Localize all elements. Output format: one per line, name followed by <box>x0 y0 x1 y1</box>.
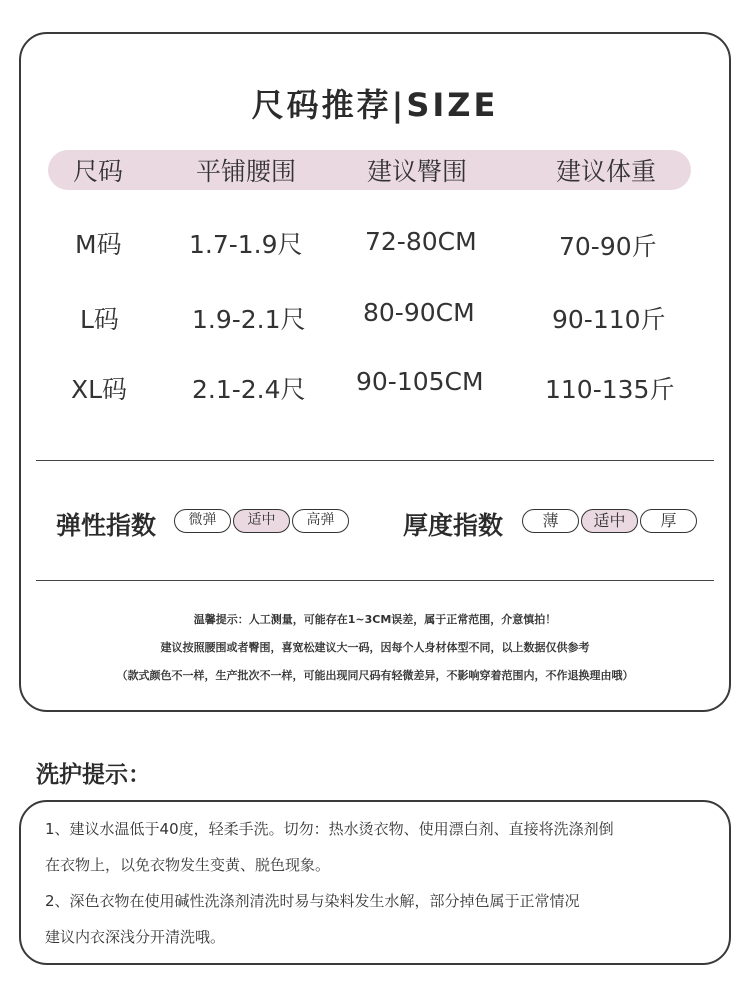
header-size: 尺码 <box>73 157 124 186</box>
care-line: 在衣物上，以免衣物发生变黄、脱色现象。 <box>45 856 331 874</box>
table-cell: 72-80CM <box>365 227 477 256</box>
table-cell: 110-135斤 <box>545 375 675 404</box>
thickness-option-thick: 厚 <box>640 509 697 533</box>
table-cell: L码 <box>80 305 119 334</box>
thickness-label: 厚度指数 <box>403 511 504 540</box>
table-cell: 80-90CM <box>363 298 475 327</box>
header-weight: 建议体重 <box>556 157 657 186</box>
table-cell: 1.7-1.9尺 <box>189 230 303 259</box>
note-line: 温馨提示：人工测量，可能存在1~3CM误差，属于正常范围，介意慎拍！ <box>193 613 557 626</box>
header-hip: 建议臀围 <box>367 157 468 186</box>
header-waist: 平铺腰围 <box>196 157 297 186</box>
care-line: 1、建议水温低于40度，轻柔手洗。切勿：热水烫衣物、使用漂白剂、直接将洗涤剂倒 <box>45 820 614 838</box>
elasticity-option-high: 高弹 <box>292 509 349 533</box>
table-cell: XL码 <box>71 375 128 404</box>
note-line: 建议按照腰围或者臀围，喜宽松建议大一码，因每个人身材体型不同，以上数据仅供参考 <box>160 641 590 654</box>
table-cell: 90-110斤 <box>552 305 666 334</box>
care-title: 洗护提示： <box>36 762 151 788</box>
table-cell: 1.9-2.1尺 <box>192 305 306 334</box>
table-cell: 90-105CM <box>356 367 484 396</box>
table-cell: M码 <box>75 230 122 259</box>
page-title: 尺码推荐|SIZE <box>251 86 499 124</box>
elasticity-option-medium: 适中 <box>233 509 290 533</box>
table-cell: 2.1-2.4尺 <box>192 375 306 404</box>
divider <box>36 580 714 581</box>
thickness-option-medium: 适中 <box>581 509 638 533</box>
care-line: 建议内衣深浅分开清洗哦。 <box>45 928 226 946</box>
note-line: （款式颜色不一样，生产批次不一样，可能出现同尺码有轻微差异，不影响穿着范围内，不作退换理由哦） <box>116 669 634 682</box>
thickness-option-thin: 薄 <box>522 509 579 533</box>
elasticity-label: 弹性指数 <box>56 511 157 540</box>
care-line: 2、深色衣物在使用碱性洗涤剂清洗时易与染料发生水解，部分掉色属于正常情况 <box>45 892 580 910</box>
elasticity-option-slight: 微弹 <box>174 509 231 533</box>
divider <box>36 460 714 461</box>
table-cell: 70-90斤 <box>559 232 657 261</box>
